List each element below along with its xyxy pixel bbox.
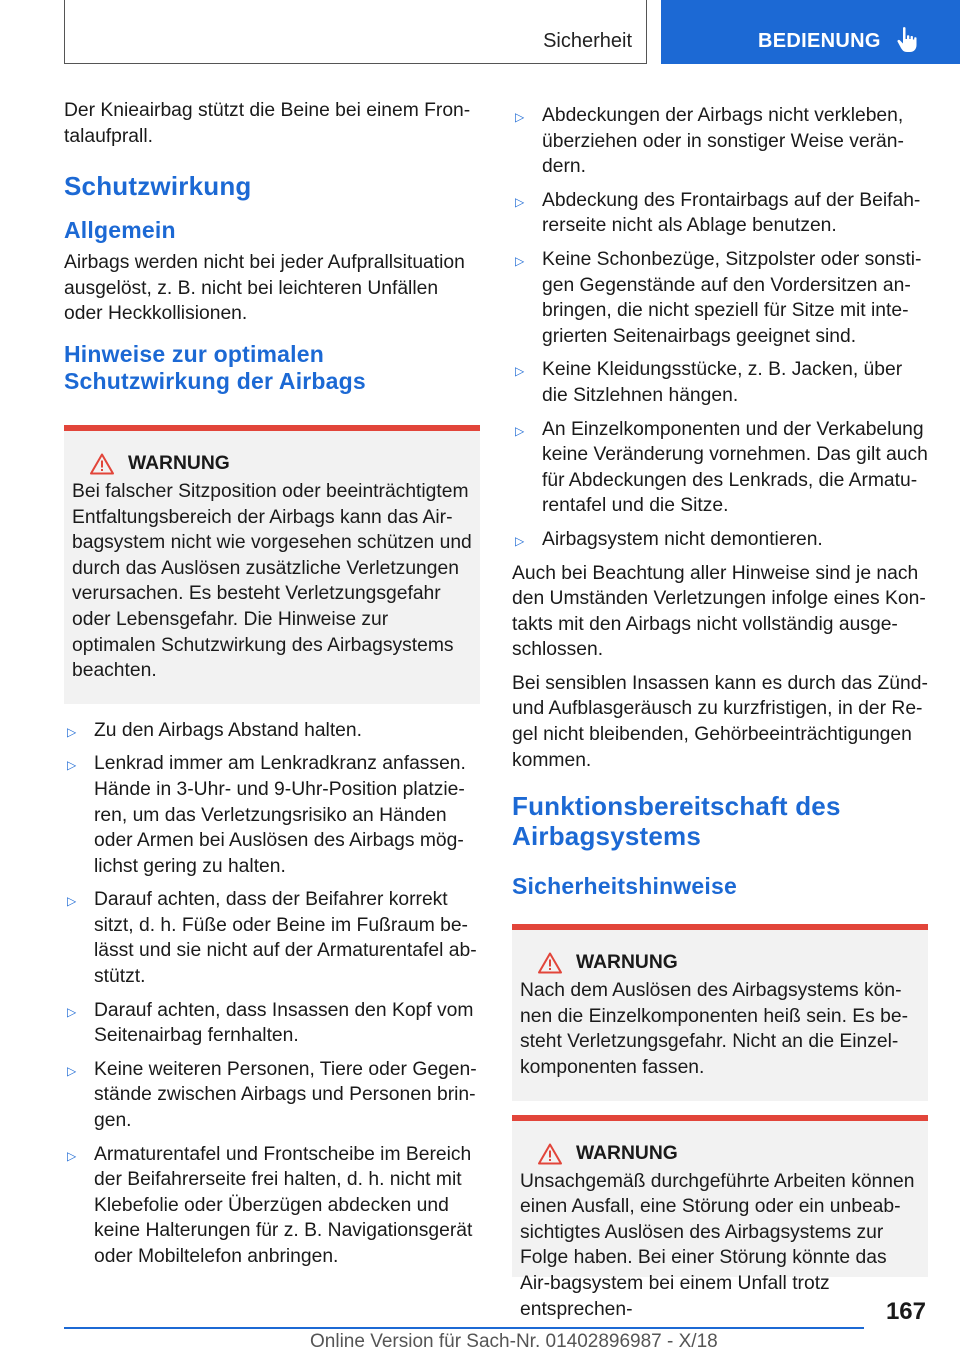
list-item-text: Keine weiteren Personen, Tiere oder Gegen-stände zwischen Airbags und Personen brin-gen. — [94, 1058, 477, 1132]
list-item — [64, 887, 480, 989]
bullet-triangle-icon: ▷ — [67, 758, 77, 773]
intro-text: Der Knieairbag stützt die Beine bei einem Fron-talaufprall. — [64, 100, 471, 147]
list-item — [512, 103, 928, 180]
bullet-triangle-icon: ▷ — [515, 110, 525, 124]
bullet-triangle-icon: ▷ — [515, 533, 525, 548]
list-item-text: Armaturentafel und Frontscheibe im Bereich der Beifahrerseite frei halten, d. h. nicht mit Klebefolie oder Überzügen abdecken und keine Halterungen für z. B. Navigationsgerät oder Mobiltelefon anbringen. — [94, 1143, 473, 1267]
warning-triangle-icon — [538, 1143, 562, 1165]
warning-text: Nach dem Auslösen des Airbagsystems kön-nen die Einzelkomponenten heiß sein. Es be-steht Verletzungsgefahr. Nicht an die Einzel-komponenten fassen. — [520, 980, 909, 1079]
allgemein-text: Airbags werden nicht bei jeder Aufprallsituation ausgelöst, z. B. nicht bei leichteren Unfällen oder Heckkollisionen. — [64, 252, 465, 325]
list-item — [64, 1142, 480, 1270]
header-chapter-label: BEDIENUNG — [758, 30, 881, 52]
bullet-triangle-icon: ▷ — [67, 1063, 77, 1078]
warning-triangle-icon — [90, 453, 114, 475]
heading-funktionsbereitschaft: Funktionsbereitschaft des Airbagsystems — [512, 791, 841, 852]
bullet-triangle-icon: ▷ — [515, 364, 525, 379]
header-section-title: Sicherheit — [543, 30, 632, 52]
page-number: 167 — [885, 1298, 926, 1325]
header-chapter-tab — [661, 0, 960, 64]
list-item-text: An Einzelkomponenten und der Verkabelung keine Veränderung vornehmen. Das gilt auch für Abdeckungen des Lenkrads, die Armatu-rentafel und die Sitze. — [542, 418, 928, 517]
list-item — [512, 247, 928, 349]
warning-text: Unsachgemäß durchgeführte Arbeiten können einen Ausfall, eine Störung oder ein unbeab-sichtigtes Auslösen des Airbagsystems zur Folge haben. Bei einer Störung könnte das Air-bagsystem bei einem Unfall trotz entsprechen- — [520, 1170, 915, 1320]
list-item-text: Lenkrad immer am Lenkradkranz anfassen. Hände in 3-Uhr- und 9-Uhr-Position platzie-ren, um das Verletzungsrisiko an Händen oder Armen bei Auslösen des Airbags mög-lichst gering zu halten. — [94, 753, 466, 877]
list-item-text: Zu den Airbags Abstand halten. — [94, 719, 362, 741]
warning-box — [64, 425, 480, 704]
list-item-text: Darauf achten, dass der Beifahrer korrekt sitzt, d. h. Füße oder Beine im Fußraum be-lässt und sie nicht auf der Armaturentafel ab-stützt. — [94, 889, 477, 988]
list-item-text: Keine Schonbezüge, Sitzpolster oder sonsti-gen Gegenstände auf den Vordersitzen an-bringen, die nicht speziell für Sitze mit inte-grierten Seitenairbags geeignet sind. — [542, 248, 922, 347]
heading-hinweise: Hinweise zur optimalen Schutzwirkung der Airbags — [64, 340, 366, 394]
list-item-text: Abdeckung des Frontairbags auf der Beifah-rerseite nicht als Ablage benutzen. — [542, 189, 921, 237]
warning-title: WARNUNG — [576, 952, 678, 974]
footer-divider — [64, 1327, 864, 1329]
list-item — [64, 751, 480, 879]
list-item — [512, 357, 928, 408]
left-bullet-list — [64, 718, 480, 1270]
heading-allgemein: Allgemein — [64, 217, 176, 244]
warning-box — [512, 924, 928, 1100]
warning-title: WARNUNG — [576, 1142, 678, 1164]
footer-online-version: Online Version für Sach-Nr. 01402896987 - X/18 — [310, 1331, 718, 1352]
list-item — [512, 188, 928, 239]
list-item — [512, 527, 928, 553]
paragraph-gehoer: Bei sensiblen Insassen kann es durch das Zünd-und Aufblasgeräusch zu kurzfristigen, in der Re-gel nicht bleibenden, Gehörbeeinträchtigungen kommen. — [512, 672, 928, 771]
bullet-triangle-icon: ▷ — [515, 423, 525, 438]
list-item — [64, 998, 480, 1049]
list-item-text: Keine Kleidungsstücke, z. B. Jacken, über die Sitzlehnen hängen. — [542, 359, 903, 406]
pointing-hand-icon — [896, 26, 920, 54]
list-item — [64, 1057, 480, 1134]
bullet-triangle-icon: ▷ — [67, 724, 77, 739]
right-bullet-list — [512, 103, 928, 553]
list-item-text: Darauf achten, dass Insassen den Kopf vom Seitenairbag fernhalten. — [94, 999, 474, 1047]
list-item — [64, 718, 480, 744]
heading-schutzwirkung: Schutzwirkung — [64, 171, 252, 202]
warning-title: WARNUNG — [128, 452, 230, 474]
header-section-box — [64, 0, 647, 64]
warning-title-row — [538, 1143, 920, 1165]
warning-title-row — [90, 453, 472, 475]
list-item-text: Abdeckungen der Airbags nicht verkleben, überziehen oder in sonstiger Weise verän-dern. — [542, 105, 904, 178]
paragraph-verletzungen: Auch bei Beachtung aller Hinweise sind je nach den Umständen Verletzungen infolge eines Kon-takts mit den Airbags nicht vollständig ausge-schlossen. — [512, 562, 926, 661]
list-item-text: Airbagsystem nicht demontieren. — [542, 528, 823, 550]
warning-triangle-icon — [538, 952, 562, 974]
left-column — [64, 98, 480, 1278]
bullet-triangle-icon: ▷ — [67, 1004, 77, 1019]
warning-text: Bei falscher Sitzposition oder beeinträchtigtem Entfaltungsbereich der Airbags kann das Air-bagsystem nicht wie vorgesehen schützen und durch das Auslösen zusätzliche Verletzungen verursachen. Es besteht Verletzungsgefahr oder Lebensgefahr. Die Hinweise zur optimalen Schutzwirkung des Airbagsystems beachten. — [72, 480, 472, 682]
bullet-triangle-icon: ▷ — [515, 194, 525, 209]
list-item — [512, 417, 928, 519]
bullet-triangle-icon: ▷ — [515, 253, 525, 268]
bullet-triangle-icon: ▷ — [67, 1148, 77, 1163]
heading-sicherheitshinweise: Sicherheitshinweise — [512, 873, 737, 900]
bullet-triangle-icon: ▷ — [67, 894, 77, 909]
warning-title-row — [538, 952, 920, 974]
